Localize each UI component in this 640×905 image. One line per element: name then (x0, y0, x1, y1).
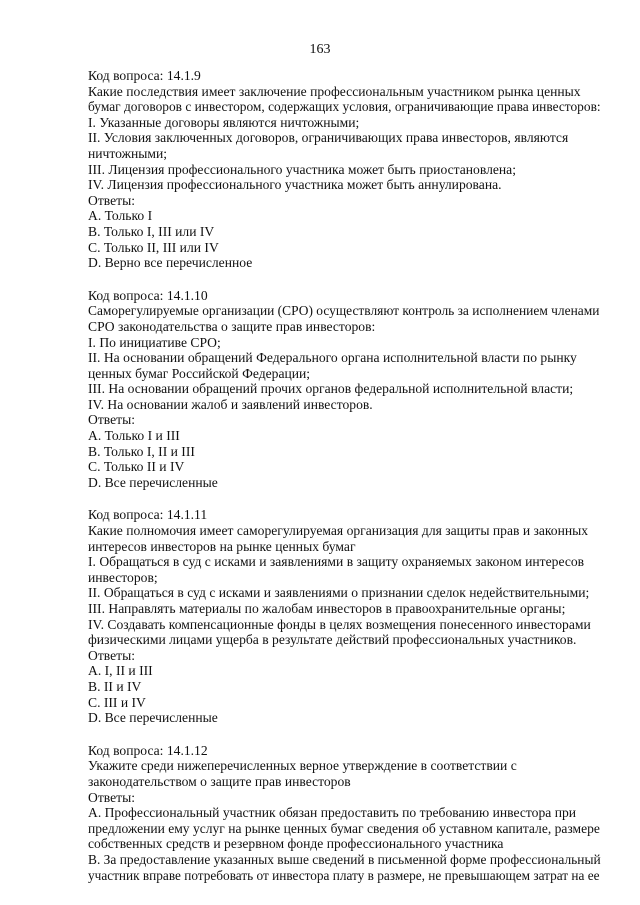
text-line: B. За предоставление указанных выше сведений в письменной форме профессиональный (88, 851, 601, 867)
text-line: IV. На основании жалоб и заявлений инвесторов. (88, 396, 373, 412)
text-line: Ответы: (88, 647, 135, 663)
text-line: Какие последствия имеет заключение профессиональным участником рынка ценных (88, 83, 581, 99)
text-line: III. На основании обращений прочих органов федеральной исполнительной власти; (88, 381, 574, 397)
text-line: Саморегулируемые организации (СРО) осуществляют контроль за исполнением членами (88, 303, 600, 319)
text-line: D. Все перечисленные (88, 710, 218, 726)
text-line: I. Указанные договоры являются ничтожными; (88, 114, 360, 130)
text-line: II. Обращаться в суд с исками и заявлениями о признании сделок недействительными; (88, 585, 590, 601)
question-block (88, 288, 600, 491)
text-line: B. II и IV (88, 678, 142, 694)
text-line: ничтожными; (88, 145, 168, 161)
text-line: II. На основании обращений Федерального органа исполнительной власти по рынку (88, 350, 577, 366)
text-line: D. Верно все перечисленное (88, 255, 253, 271)
text-line: I. Обращаться в суд с исками и заявлениями в защиту охраняемых законом интересов (88, 554, 585, 570)
text-line: D. Все перечисленные (88, 474, 218, 490)
text-line: A. Только I (88, 208, 153, 224)
text-line: СРО законодательства о защите прав инвесторов: (88, 318, 376, 334)
text-line: ценных бумаг Российской Федерации; (88, 365, 311, 381)
text-line: III. Лицензия профессионального участника может быть приостановлена; (88, 161, 516, 177)
text-line: C. Только II и IV (88, 459, 185, 475)
text-line: Ответы: (88, 789, 135, 805)
text-line: II. Условия заключенных договоров, ограничивающих права инвесторов, являются (88, 130, 569, 146)
text-line: A. Профессиональный участник обязан предоставить по требованию инвестора при (88, 805, 577, 821)
text-line: Укажите среди нижеперечисленных верное утверждение в соответствии с (88, 758, 517, 774)
text-line: Ответы: (88, 192, 135, 208)
text-line: законодательством о защите прав инвесторов (88, 773, 351, 789)
text-line: инвесторов; (88, 569, 158, 585)
text-line: C. Только II, III или IV (88, 239, 219, 255)
text-line: IV. Создавать компенсационные фонды в целях возмещения понесенного инвесторами (88, 616, 591, 632)
text-line: A. I, II и III (88, 663, 153, 679)
text-line: собственных средств и резервном фонде профессионального участника (88, 836, 504, 852)
text-line: участник вправе потребовать от инвестора плату в размере, не превышающем затрат на ее (88, 867, 600, 883)
question-block (88, 743, 600, 883)
text-line: B. Только I, II и III (88, 443, 195, 459)
question-code: Код вопроса: 14.1.12 (88, 742, 208, 758)
question-block (88, 507, 600, 725)
text-line: A. Только I и III (88, 428, 180, 444)
text-line: B. Только I, III или IV (88, 223, 215, 239)
page-number: 163 (309, 42, 331, 57)
text-line: III. Направлять материалы по жалобам инвесторов в правоохранительные органы; (88, 601, 566, 616)
question-code: Код вопроса: 14.1.11 (88, 507, 208, 523)
question-block (88, 68, 600, 271)
question-code: Код вопроса: 14.1.10 (88, 287, 208, 303)
text-line: Ответы: (88, 412, 135, 428)
text-line: IV. Лицензия профессионального участника может быть аннулирована. (88, 177, 502, 193)
document-body (88, 68, 600, 900)
text-line: интересов инвесторов на рынке ценных бумаг (88, 538, 356, 554)
text-line: Какие полномочия имеет саморегулируемая организация для защиты прав и законных (88, 523, 589, 539)
question-code: Код вопроса: 14.1.9 (88, 68, 201, 83)
text-line: физическими лицами ущерба в результате действий профессиональных участников. (88, 632, 577, 648)
text-line: бумаг договоров с инвестором, содержащих условия, ограничивающие права инвесторов: (88, 99, 601, 115)
text-line: предложении ему услуг на рынке ценных бумаг сведения об уставном капитале, размере (88, 820, 600, 836)
text-line: C. III и IV (88, 694, 146, 710)
text-line: I. По инициативе СРО; (88, 334, 221, 350)
